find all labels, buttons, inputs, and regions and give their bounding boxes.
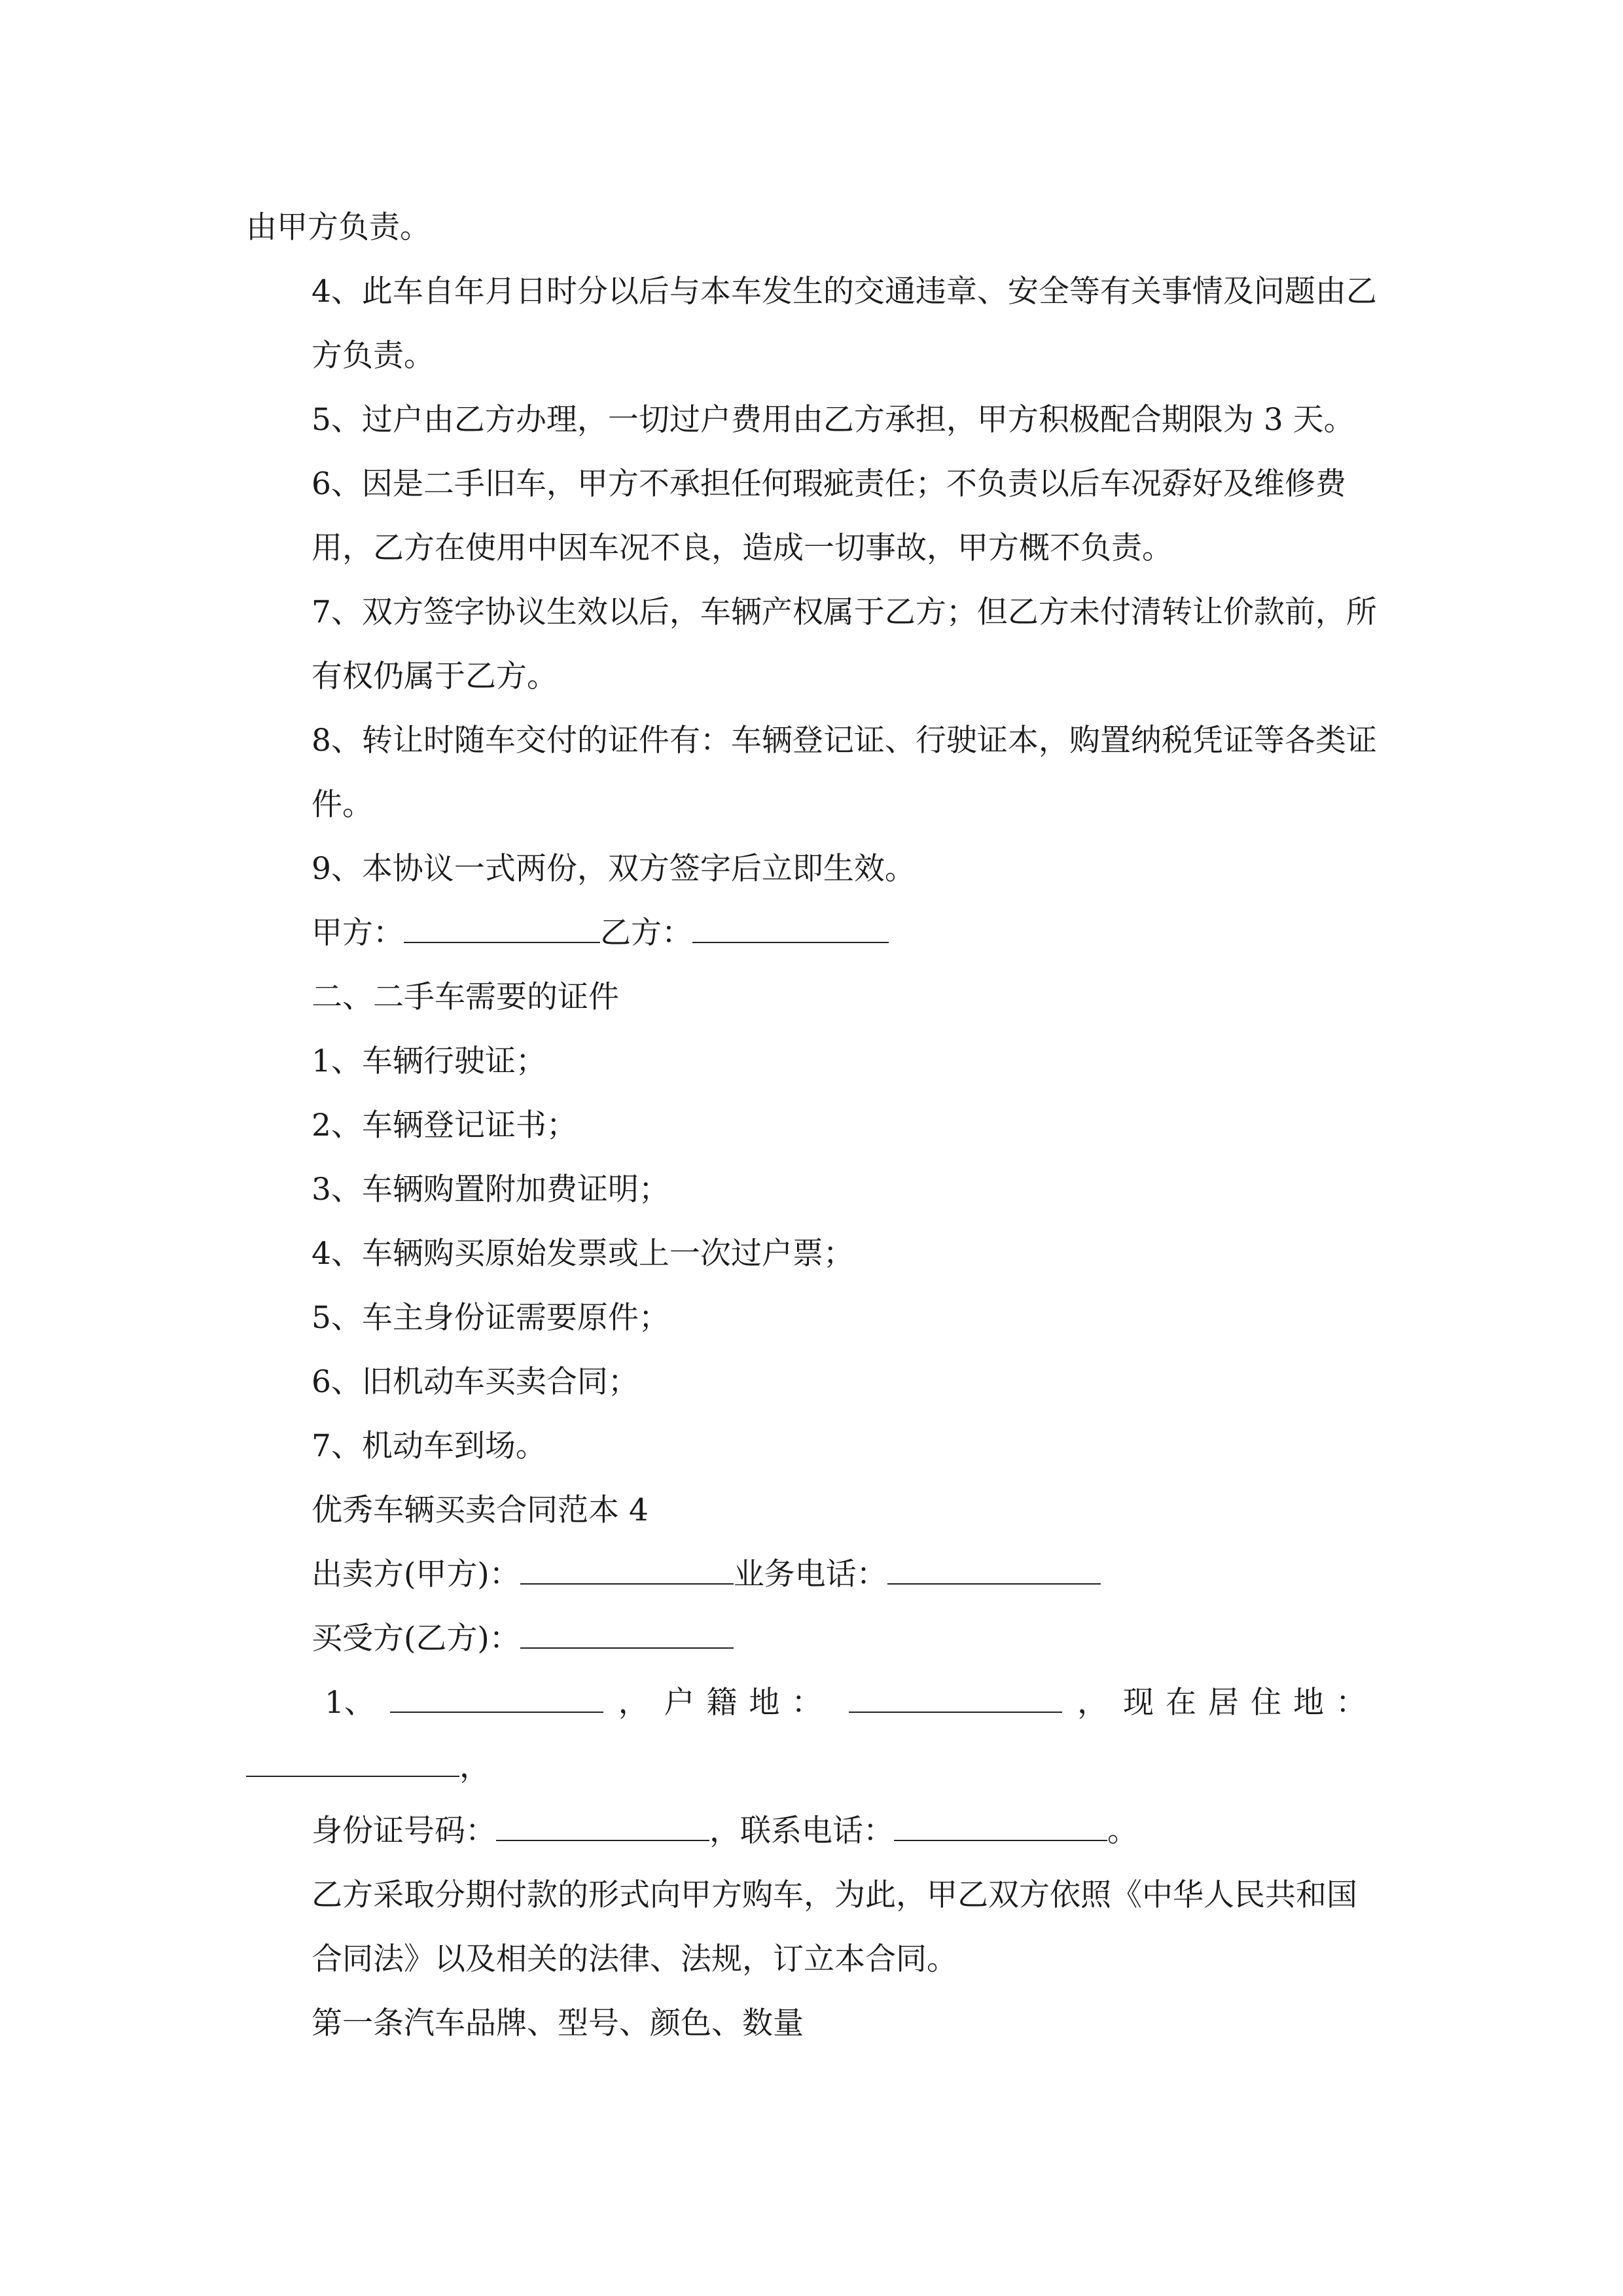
item-1-num: 1、 bbox=[325, 1685, 375, 1721]
party-b-label: 乙方： bbox=[600, 915, 692, 951]
item-1-sep: ， bbox=[618, 1685, 649, 1721]
sample-title: 优秀车辆买卖合同范本 4 bbox=[312, 1492, 649, 1528]
buyer-line bbox=[246, 1607, 1378, 1671]
item-1-sep-2: ， bbox=[1077, 1685, 1109, 1721]
doc-item-4: 4、车辆购买原始发票或上一次过户票； bbox=[312, 1236, 854, 1272]
buyer-label: 买受方(乙方)： bbox=[312, 1621, 520, 1657]
signature-line bbox=[246, 901, 1378, 965]
clause-9: 9、本协议一式两份，双方签字后立即生效。 bbox=[312, 851, 916, 887]
id-line-end: 。 bbox=[1107, 1813, 1138, 1849]
section-2-title: 二、二手车需要的证件 bbox=[312, 979, 619, 1015]
doc-item-1: 1、车辆行驶证； bbox=[312, 1043, 546, 1079]
doc-item-7: 7、机动车到场。 bbox=[312, 1428, 546, 1464]
id-label: 身份证号码： bbox=[312, 1813, 496, 1849]
party-a-blank[interactable] bbox=[404, 913, 600, 943]
clause-6: 6、因是二手旧车，甲方不承担任何瑕疵责任；不负责以后车况孬好及维修费用，乙方在使用中因车况不良，造成一切事故，甲方概不负责。 bbox=[312, 466, 1346, 566]
household-label: 户籍地： bbox=[664, 1685, 834, 1721]
installment-paragraph: 乙方采取分期付款的形式向甲方购车，为此，甲乙双方依照《中华人民共和国合同法》以及相关的法律、法规，订立本合同。 bbox=[312, 1877, 1357, 1977]
name-blank[interactable] bbox=[390, 1683, 603, 1713]
seller-blank[interactable] bbox=[520, 1554, 734, 1585]
paragraph-continuation: 由甲方负责。 bbox=[246, 209, 431, 245]
residence-end: ， bbox=[459, 1749, 490, 1785]
contact-label: ，联系电话： bbox=[709, 1813, 894, 1849]
residence-label: 现在居住地： bbox=[1122, 1685, 1378, 1721]
seller-line bbox=[246, 1543, 1378, 1607]
id-blank[interactable] bbox=[496, 1811, 709, 1841]
doc-item-3: 3、车辆购置附加费证明； bbox=[312, 1172, 669, 1208]
clause-7: 7、双方签字协议生效以后，车辆产权属于乙方；但乙方未付清转让价款前，所有权仍属于乙方。 bbox=[312, 594, 1377, 694]
clause-4: 4、此车自年月日时分以后与本车发生的交通违章、安全等有关事情及问题由乙方负责。 bbox=[312, 274, 1377, 374]
residence-blank[interactable] bbox=[246, 1747, 459, 1777]
item-1-line bbox=[246, 1671, 1378, 1735]
article-1-title: 第一条汽车品牌、型号、颜色、数量 bbox=[312, 2005, 804, 2041]
party-a-label: 甲方： bbox=[312, 915, 404, 951]
document-body bbox=[246, 196, 1378, 2056]
clause-8: 8、转让时随车交付的证件有：车辆登记证、行驶证本，购置纳税凭证等各类证件。 bbox=[312, 723, 1377, 823]
residence-line bbox=[246, 1735, 1378, 1799]
seller-label: 出卖方(甲方)： bbox=[312, 1556, 520, 1592]
doc-item-5: 5、车主身份证需要原件； bbox=[312, 1300, 669, 1336]
clause-5: 5、过户由乙方办理，一切过户费用由乙方承担，甲方积极配合期限为 3 天。 bbox=[312, 402, 1355, 438]
household-blank[interactable] bbox=[849, 1683, 1062, 1713]
phone-blank[interactable] bbox=[887, 1554, 1101, 1585]
id-line bbox=[246, 1799, 1378, 1863]
party-b-blank[interactable] bbox=[692, 913, 889, 943]
doc-item-2: 2、车辆登记证书； bbox=[312, 1107, 577, 1143]
contact-blank[interactable] bbox=[894, 1811, 1107, 1841]
buyer-blank[interactable] bbox=[520, 1619, 734, 1649]
doc-item-6: 6、旧机动车买卖合同； bbox=[312, 1364, 639, 1400]
phone-label: 业务电话： bbox=[733, 1556, 887, 1592]
